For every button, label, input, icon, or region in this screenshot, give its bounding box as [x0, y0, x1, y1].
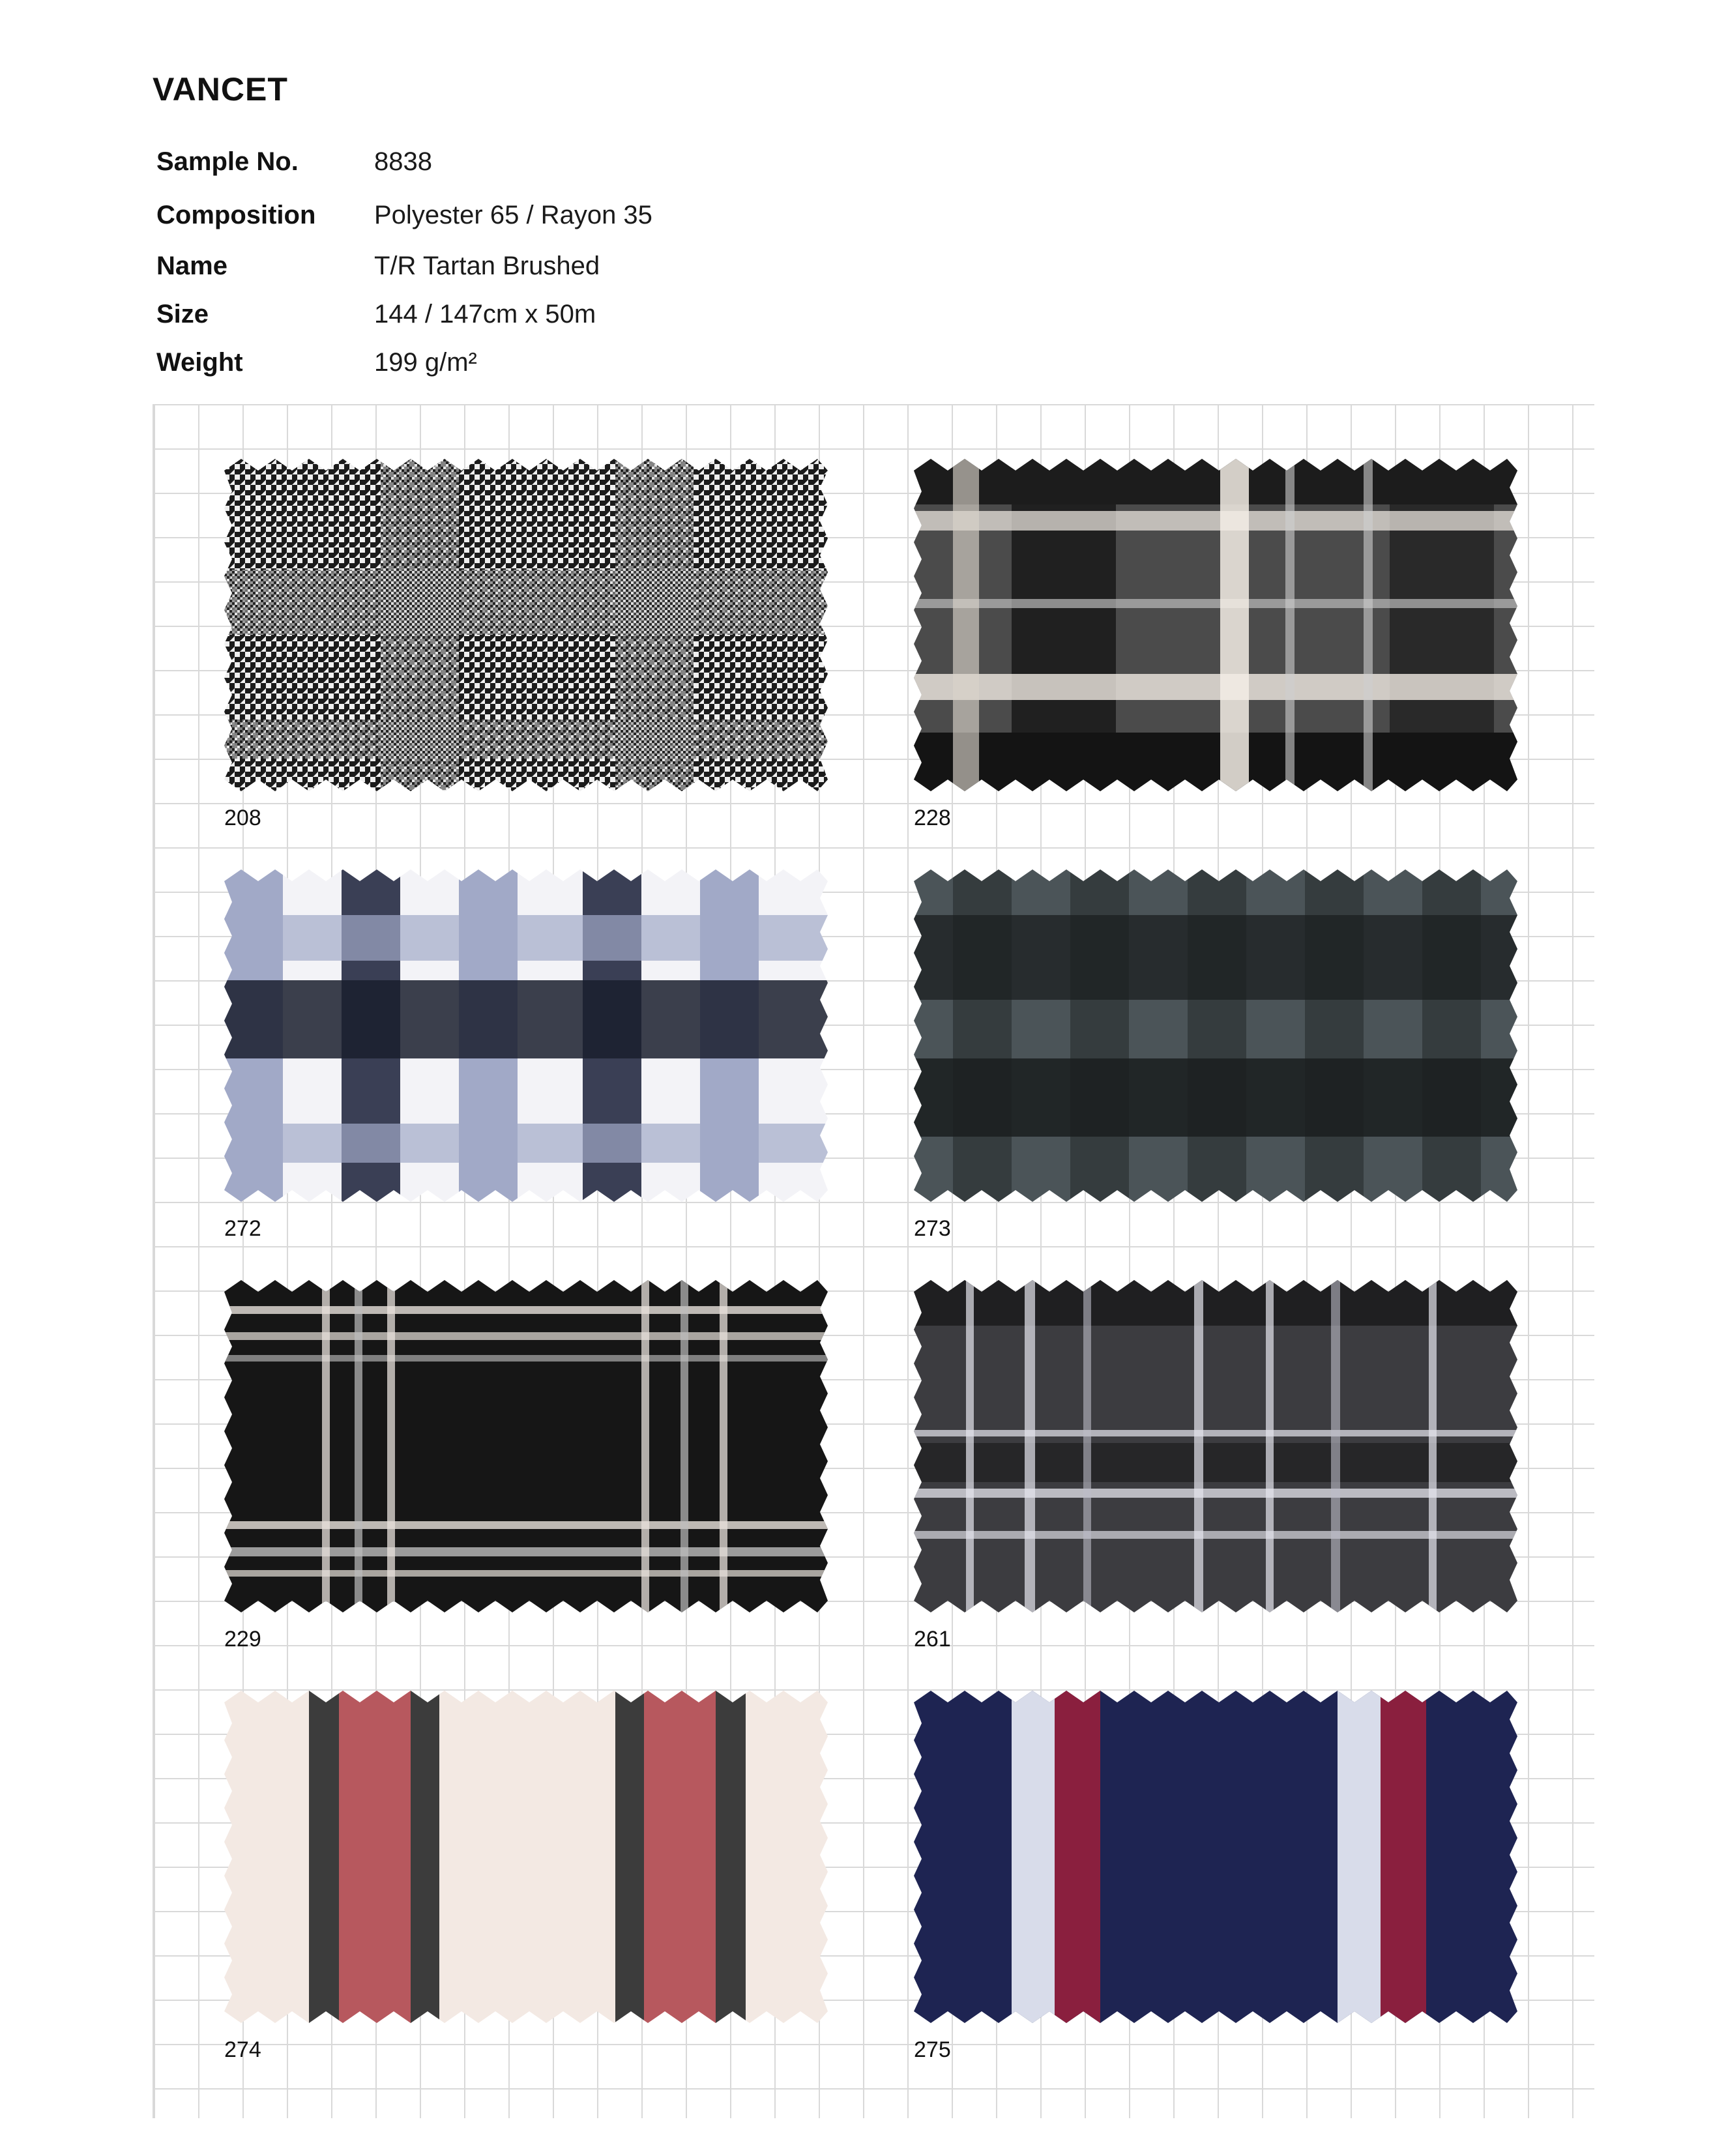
- swatch-number: 274: [224, 2037, 261, 2062]
- brand-title: VANCET: [153, 71, 288, 108]
- swatch-number: 273: [914, 1216, 951, 1241]
- swatch-275[interactable]: [914, 1691, 1517, 2023]
- swatch-228[interactable]: [914, 459, 1517, 791]
- swatch-number: 272: [224, 1216, 261, 1241]
- swatch-274[interactable]: [224, 1691, 828, 2023]
- spec-label: Sample No.: [156, 147, 299, 176]
- spec-value: 144 / 147cm x 50m: [374, 300, 596, 328]
- swatch-number: 208: [224, 806, 261, 830]
- swatch-number: 275: [914, 2037, 951, 2062]
- swatch-272[interactable]: [224, 869, 828, 1202]
- swatch-number: 261: [914, 1627, 951, 1652]
- spec-value: Polyester 65 / Rayon 35: [374, 201, 652, 229]
- spec-value: 8838: [374, 147, 432, 176]
- swatch-261[interactable]: [914, 1280, 1517, 1612]
- swatch-number: 229: [224, 1627, 261, 1652]
- spec-label: Name: [156, 252, 227, 280]
- spec-label: Size: [156, 300, 209, 328]
- spec-value: 199 g/m²: [374, 348, 477, 377]
- spec-label: Weight: [156, 348, 243, 377]
- swatch-208[interactable]: [224, 459, 828, 791]
- swatch-229[interactable]: [224, 1280, 828, 1612]
- spec-label: Composition: [156, 201, 316, 229]
- spec-value: T/R Tartan Brushed: [374, 252, 600, 280]
- swatch-273[interactable]: [914, 869, 1517, 1202]
- swatch-number: 228: [914, 806, 951, 830]
